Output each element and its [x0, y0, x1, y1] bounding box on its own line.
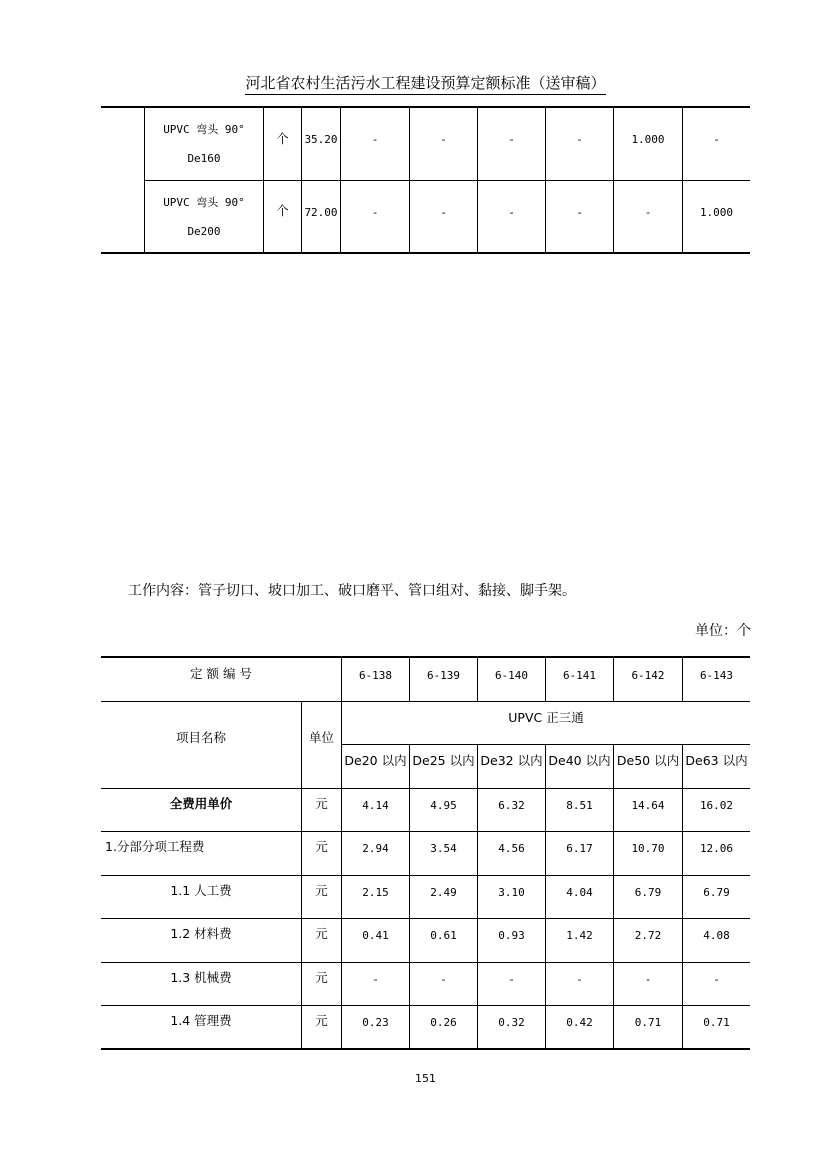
- table-cell: 0.71: [634, 1015, 662, 1029]
- table-cell: -: [576, 972, 583, 986]
- item-name-line1: UPVC 弯头 90°: [163, 123, 245, 136]
- item-unit: 个: [276, 202, 289, 218]
- table-cell: 4.95: [430, 798, 457, 812]
- table-cell: -: [372, 972, 379, 986]
- item-price: 72.00: [304, 205, 338, 219]
- item-name-line1: UPVC 弯头 90°: [163, 195, 245, 209]
- item-value: -: [371, 132, 379, 146]
- table-cell: 2.94: [362, 841, 389, 855]
- table-row-item-name: [145, 108, 263, 180]
- item-name-line2: De200: [187, 224, 221, 238]
- table-cell: 2.15: [362, 885, 389, 899]
- table-row-unit: 元: [315, 838, 328, 854]
- table-row-name: 全费用单价: [169, 795, 233, 811]
- table-cell: 0.23: [362, 1015, 389, 1029]
- table-row-name: 1.2 材料费: [170, 925, 232, 941]
- table-row-name: 1.4 管理费: [170, 1012, 232, 1028]
- item-name-line2: De160: [187, 152, 221, 165]
- table-cell: 6.17: [566, 841, 593, 855]
- item-value: -: [576, 205, 583, 219]
- item-value: -: [440, 132, 447, 146]
- item-value: 1.000: [699, 205, 734, 219]
- quota-number-label: 定 额 编 号: [190, 665, 252, 681]
- table-row-name: 1.3 机械费: [170, 969, 232, 985]
- quota-code: 6-140: [494, 668, 529, 682]
- quota-code: 6-143: [699, 668, 734, 682]
- quota-code: 6-141: [562, 668, 597, 682]
- table-row-item-name: [145, 181, 263, 252]
- unit-header: 单位: [308, 729, 334, 745]
- table-cell: 0.41: [362, 928, 389, 942]
- table-cell: 12.06: [699, 841, 734, 855]
- table-cell: 3.54: [430, 841, 457, 855]
- table-cell: 0.26: [430, 1015, 457, 1029]
- table-cell: 0.93: [498, 928, 525, 942]
- table-row-unit: 元: [315, 882, 328, 898]
- table-cell: 0.71: [703, 1015, 730, 1029]
- table-cell: 4.04: [566, 885, 593, 899]
- table-cell: 10.70: [631, 841, 665, 855]
- table2-bottom-border: [101, 1048, 750, 1050]
- table-cell: 4.56: [498, 841, 525, 855]
- table-cell: 14.64: [631, 798, 665, 812]
- table1-bottom-border: [101, 252, 750, 254]
- page-number: 151: [415, 1072, 436, 1085]
- item-value: -: [508, 132, 515, 146]
- table-cell: 6.79: [703, 885, 730, 899]
- table-row-name: 1.1 人工费: [170, 882, 232, 898]
- spec-header: De32 以内: [480, 752, 543, 768]
- table-row-unit: 元: [315, 1012, 328, 1028]
- item-name-header: 项目名称: [175, 729, 226, 745]
- item-value: -: [440, 205, 447, 219]
- item-value: -: [644, 205, 652, 219]
- spec-header: De20 以内: [344, 752, 407, 768]
- table-row-unit: 元: [315, 925, 328, 941]
- document-header-title: [0, 72, 823, 93]
- table-cell: 8.51: [566, 798, 593, 812]
- table-cell: 6.79: [634, 885, 662, 899]
- table-cell: -: [713, 972, 720, 986]
- table-cell: -: [644, 972, 652, 986]
- group-header: UPVC 正三通: [508, 709, 584, 725]
- table-cell: -: [440, 972, 447, 986]
- work-content-text: 工作内容：管子切口、坡口加工、破口磨平、管口组对、黏接、脚手架。: [128, 583, 576, 599]
- item-value: -: [371, 205, 379, 219]
- spec-header: De63 以内: [685, 752, 748, 768]
- table-cell: 1.42: [566, 928, 593, 942]
- item-unit: 个: [276, 130, 289, 146]
- spec-header: De40 以内: [548, 752, 611, 768]
- table-cell: 6.32: [498, 798, 525, 812]
- table-cell: -: [508, 972, 515, 986]
- item-value: -: [576, 132, 583, 146]
- item-value: -: [713, 132, 720, 146]
- quota-code: 6-142: [631, 668, 665, 682]
- item-value: -: [508, 205, 515, 219]
- table-cell: 2.72: [634, 928, 662, 942]
- table-row-unit: 元: [315, 969, 328, 985]
- item-value: 1.000: [631, 132, 665, 146]
- table-row-unit: 元: [315, 795, 328, 811]
- quota-code: 6-139: [426, 668, 461, 682]
- table-cell: 0.42: [566, 1015, 593, 1029]
- table-cell: 4.14: [362, 798, 389, 812]
- header-title-text: 河北省农村生活污水工程建设预算定额标准（送审稿）: [245, 74, 605, 95]
- table-cell: 2.49: [430, 885, 457, 899]
- quota-code: 6-138: [358, 668, 393, 682]
- table-row-name: 1.分部分项工程费: [105, 838, 205, 854]
- item-price: 35.20: [304, 132, 338, 146]
- spec-header: De25 以内: [412, 752, 475, 768]
- unit-note: 单位：个: [695, 623, 751, 639]
- table-cell: 0.61: [430, 928, 457, 942]
- table-cell: 16.02: [699, 798, 734, 812]
- table-cell: 4.08: [703, 928, 730, 942]
- spec-header: De50 以内: [616, 752, 680, 768]
- table-cell: 0.32: [498, 1015, 525, 1029]
- table-cell: 3.10: [498, 885, 525, 899]
